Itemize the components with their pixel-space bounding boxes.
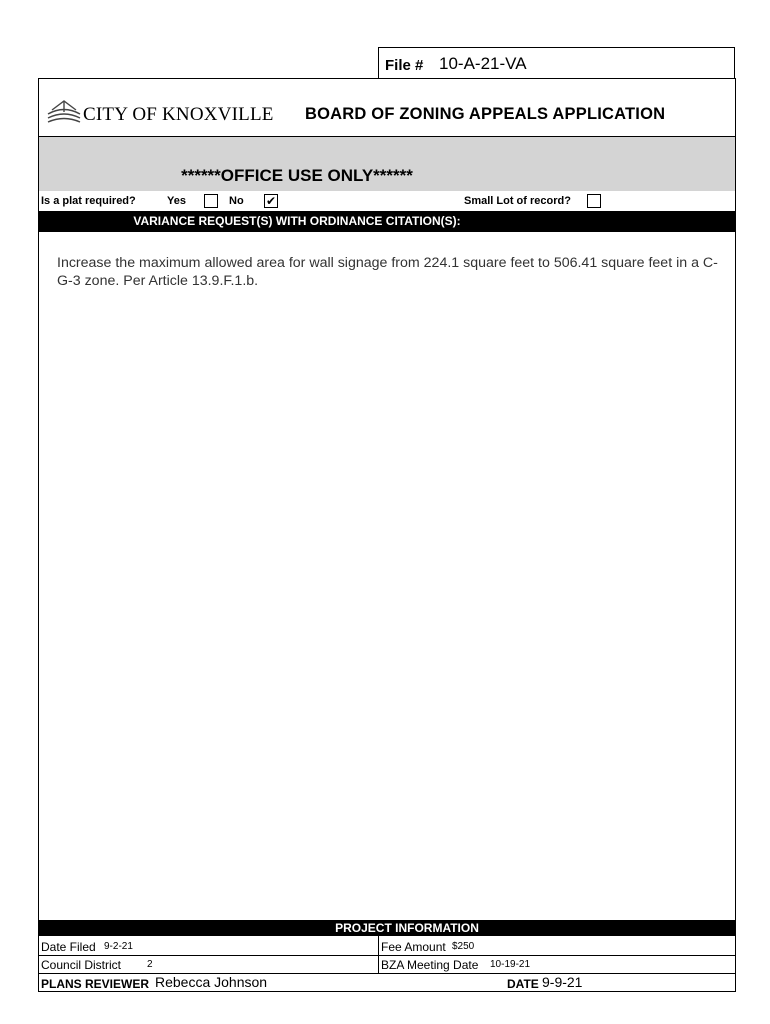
- plat-no-label: No: [229, 195, 244, 207]
- application-title: BOARD OF ZONING APPEALS APPLICATION: [305, 105, 666, 123]
- office-use-title: ******OFFICE USE ONLY******: [181, 166, 413, 185]
- divider: [378, 936, 379, 974]
- plans-reviewer-value[interactable]: Rebecca Johnson: [155, 974, 268, 990]
- logo-text: CITY OF KNOXVILLE: [83, 104, 274, 125]
- file-number-value: 10-A-21-VA: [439, 54, 527, 73]
- plat-no-checkbox[interactable]: ✔: [265, 194, 277, 208]
- date-filed-value[interactable]: 9-2-21: [104, 941, 133, 952]
- plat-yes-checkbox[interactable]: [204, 194, 218, 208]
- file-number-label: File #: [385, 57, 424, 74]
- fee-amount-value[interactable]: $250: [452, 941, 475, 952]
- divider: [39, 955, 735, 956]
- plans-reviewer-label: PLANS REVIEWER: [41, 977, 150, 991]
- small-lot-checkbox[interactable]: [587, 194, 601, 208]
- plat-required-label: Is a plat required?: [41, 195, 136, 207]
- divider: [39, 973, 735, 974]
- review-date-value[interactable]: 9-9-21: [542, 974, 583, 990]
- review-date-label: DATE: [507, 977, 539, 991]
- council-district-label: Council District: [41, 958, 122, 972]
- small-lot-label: Small Lot of record?: [464, 195, 571, 207]
- fee-amount-label: Fee Amount: [381, 940, 446, 954]
- variance-request-text[interactable]: Increase the maximum allowed area for wall signage from 224.1 square feet to 506.41 square feet in a C-G-3 zone. Per Article 13.9.F.1.b.: [57, 255, 718, 289]
- file-number-box: [378, 47, 735, 78]
- variance-title: VARIANCE REQUEST(S) WITH ORDINANCE CITATION(S):: [133, 214, 461, 228]
- bza-meeting-date-label: BZA Meeting Date: [381, 958, 479, 972]
- date-filed-label: Date Filed: [41, 940, 96, 954]
- bza-meeting-date-value[interactable]: 10-19-21: [490, 959, 531, 970]
- council-district-value[interactable]: 2: [147, 959, 153, 970]
- project-info-title: PROJECT INFORMATION: [335, 921, 479, 935]
- plat-yes-label: Yes: [167, 195, 186, 207]
